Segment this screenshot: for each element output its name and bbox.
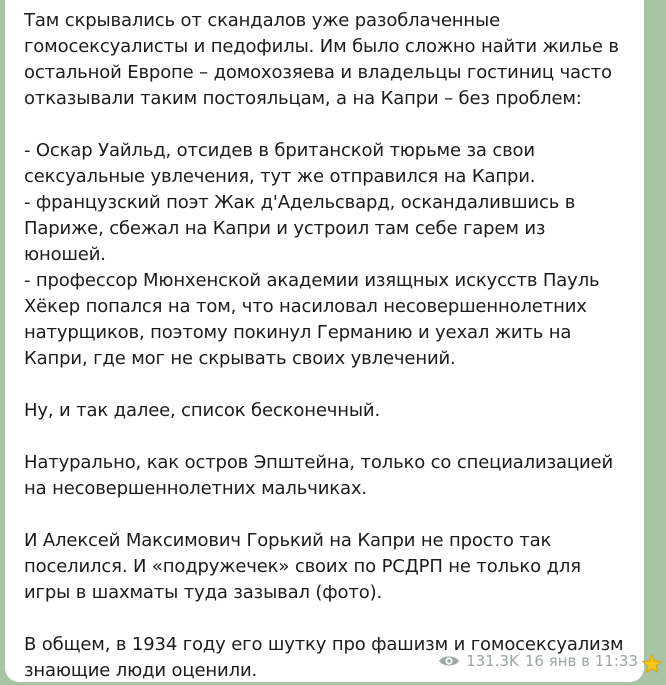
message-meta	[438, 652, 638, 670]
message-paragraph-list	[24, 138, 632, 372]
star-icon	[641, 653, 663, 679]
reaction-button[interactable]	[640, 652, 664, 680]
paragraph-gap	[24, 502, 632, 528]
views-count: 131.3K	[466, 652, 519, 670]
paragraph-gap	[24, 606, 632, 632]
paragraph-gap	[24, 424, 632, 450]
message-date: 16 янв в 11:33	[524, 652, 638, 670]
list-item: - французский поэт Жак д'Адельсвард, оскандалившись в Париже, сбежал на Капри и устроил там себе гарем из юношей.	[24, 192, 576, 265]
message-paragraph-5: И Алексей Максимович Горький на Капри не просто так поселился. И «подружечек» своих по РСДРП не только для игры в шахматы туда зазывал (фото).	[24, 530, 581, 603]
message-paragraph-6: В общем, в 1934 году его шутку про фашизм и гомосексуализм знающие люди оценили.	[24, 634, 624, 681]
paragraph-gap	[24, 372, 632, 398]
list-item: - профессор Мюнхенской академии изящных искусств Пауль Хёкер попался на том, что насиловал несовершеннолетних натурщиков, поэтому покинул Германию и уехал жить на Капри, где мог не скрывать своих увлечений.	[24, 270, 600, 369]
message-paragraph-4: Натурально, как остров Эпштейна, только со специализацией на несовершеннолетних мальчиках.	[24, 452, 614, 499]
paragraph-gap	[24, 112, 632, 138]
list-item: - Оскар Уайльд, отсидев в британской тюрьме за свои сексуальные увлечения, тут же отправился на Капри.	[24, 140, 536, 187]
message-bubble	[5, 0, 644, 682]
message-paragraph-3: Ну, и так далее, список бесконечный.	[24, 400, 381, 421]
message-paragraph-1: Там скрывались от скандалов уже разоблаченные гомосексуалисты и педофилы. Им было сложно найти жилье в остальной Европе – домохозяева и владельцы гостиниц часто отказывали таким постояльцам, а на Капри – без проблем:	[24, 10, 619, 109]
eye-icon	[438, 654, 460, 668]
